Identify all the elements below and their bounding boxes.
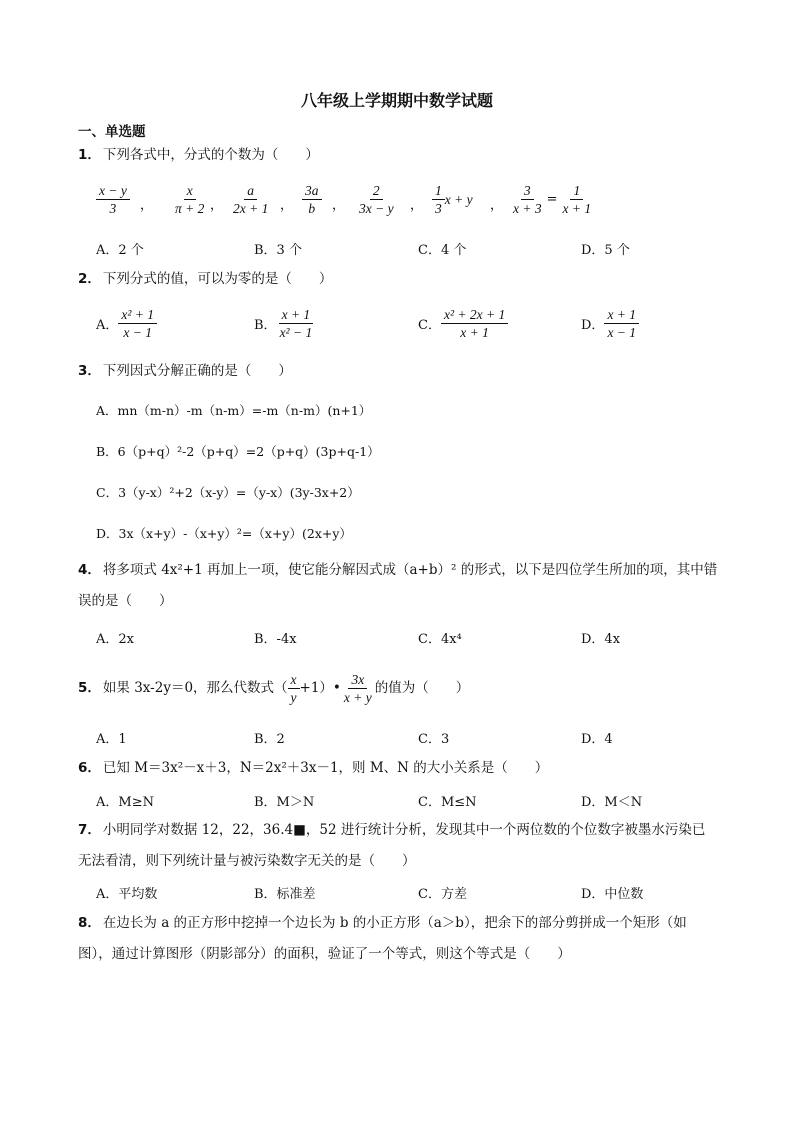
expr-1: $\frac{x - y}{3}$ bbox=[96, 182, 130, 217]
option-c[interactable]: C．4 个 bbox=[418, 243, 467, 258]
option-a[interactable]: A．平均数 bbox=[96, 887, 158, 902]
option-d[interactable]: D．5 个 bbox=[581, 243, 630, 258]
question-6: 6． 已知 M＝3x²－x＋3，N＝2x²＋3x－1，则 M、N 的大小关系是（ ） bbox=[78, 760, 549, 776]
question-1-expressions: $\frac{x - y}{3}$ ， $\frac{x}{\pi + 2}$ ， $\frac{a}{2x + 1}$ ， $\frac{3a}{b}$ ， $\frac{2}{3x - y}$ ， $\frac{1}{3}$ x + y ， $\frac{3}{x + 3}$ = $\frac{1}{x + 1}$ bbox=[96, 182, 716, 222]
option-b[interactable]: B．6（p+q）²-2（p+q）=2（p+q）(3p+q-1） bbox=[96, 444, 380, 459]
q5-fraction-2: $\frac{3x}{x + y}$ bbox=[343, 671, 372, 705]
option-a[interactable]: A．2 个 bbox=[96, 243, 144, 258]
expr-6: $\frac{1}{3}$ x + y bbox=[432, 182, 473, 217]
option-a[interactable]: A．mn（m-n）-m（n-m）=-m（n-m）(n+1） bbox=[96, 403, 372, 418]
option-b[interactable]: B．3 个 bbox=[254, 243, 302, 258]
expr-2: $\frac{x}{\pi + 2}$ bbox=[175, 183, 205, 216]
question-1-options bbox=[96, 239, 716, 259]
question-6-options bbox=[96, 791, 716, 811]
question-2: 2． 下列分式的值，可以为零的是（ ） bbox=[78, 271, 333, 287]
option-c[interactable]: C．M≤N bbox=[418, 795, 477, 810]
option-d[interactable]: D．4 bbox=[581, 732, 613, 747]
question-4-options bbox=[96, 628, 716, 648]
option-b[interactable]: B． $\frac{x + 1}{\text{x² − 1}}$ bbox=[254, 307, 313, 340]
question-1: 1． 下列各式中，分式的个数为（ ） bbox=[78, 147, 319, 163]
option-b[interactable]: B．M＞N bbox=[254, 795, 315, 810]
option-c[interactable]: C．4x⁴ bbox=[418, 632, 462, 647]
expr-5: $\frac{2}{3x - y}$ bbox=[359, 183, 394, 216]
section-heading: 一、单选题 bbox=[78, 124, 146, 140]
option-b[interactable]: B．-4x bbox=[254, 632, 297, 647]
question-5: 5． 如果 3x-2y＝0，那么代数式（ $\frac{x}{y}$ +1）• $\frac{3x}{x + y}$ 的值为（ ） bbox=[78, 671, 470, 705]
option-c[interactable]: C．3 bbox=[418, 732, 450, 747]
option-a[interactable]: A．2x bbox=[96, 632, 134, 647]
question-7-options bbox=[96, 883, 716, 903]
question-7: 7． 小明同学对数据 12，22，36.4■，52 进行统计分析，发现其中一个两位数的个位数字被墨水污染已无法看清，则下列统计量与被污染数字无关的是（ ） bbox=[78, 822, 706, 869]
option-b[interactable]: B．2 bbox=[254, 732, 285, 747]
option-b[interactable]: B．标准差 bbox=[254, 887, 316, 902]
expr-4: $\frac{3a}{b}$ bbox=[302, 182, 322, 217]
question-8: 8． 在边长为 a 的正方形中挖掉一个边长为 b 的小正方形（a＞b），把余下的部分剪拼成一个矩形（如图），通过计算图形（阴影部分）的面积，验证了一个等式，则这个等式是（ ） bbox=[78, 915, 687, 962]
option-d[interactable]: D．M＜N bbox=[581, 795, 643, 810]
expr-3: $\frac{a}{2x + 1}$ bbox=[233, 183, 269, 216]
expr-7: $\frac{3}{x + 3}$ = $\frac{1}{x + 1}$ bbox=[513, 183, 592, 216]
page-title: 八年级上学期期中数学试题 bbox=[300, 91, 493, 110]
option-d[interactable]: D． $\frac{x + 1}{x - 1}$ bbox=[581, 306, 639, 341]
option-c[interactable]: C． $\frac{\text{x² + 2x + 1}}{x + 1}$ bbox=[418, 306, 508, 341]
option-d[interactable]: D．4x bbox=[581, 632, 621, 647]
option-a[interactable]: A．1 bbox=[96, 732, 127, 747]
option-a[interactable]: A．M≥N bbox=[96, 795, 154, 810]
option-d[interactable]: D．中位数 bbox=[581, 887, 644, 902]
q5-fraction-1: $\frac{x}{y}$ bbox=[288, 671, 300, 706]
option-c[interactable]: C．方差 bbox=[418, 887, 467, 902]
question-4: 4． 将多项式 4x²+1 再加上一项，使它能分解因式成（a+b）² 的形式，以下是四位学生所加的项，其中错误的是（ ） bbox=[78, 562, 718, 609]
question-2-options bbox=[96, 306, 716, 346]
question-5-options bbox=[96, 728, 716, 748]
option-a[interactable]: A． $\frac{\text{x² + 1}}{x - 1}$ bbox=[96, 306, 157, 341]
option-d[interactable]: D．3x（x+y）-（x+y）²=（x+y）(2x+y） bbox=[96, 526, 352, 541]
question-3: 3． 下列因式分解正确的是（ ） bbox=[78, 363, 292, 379]
option-c[interactable]: C．3（y-x）²+2（x-y）=（y-x）(3y-3x+2） bbox=[96, 485, 360, 500]
